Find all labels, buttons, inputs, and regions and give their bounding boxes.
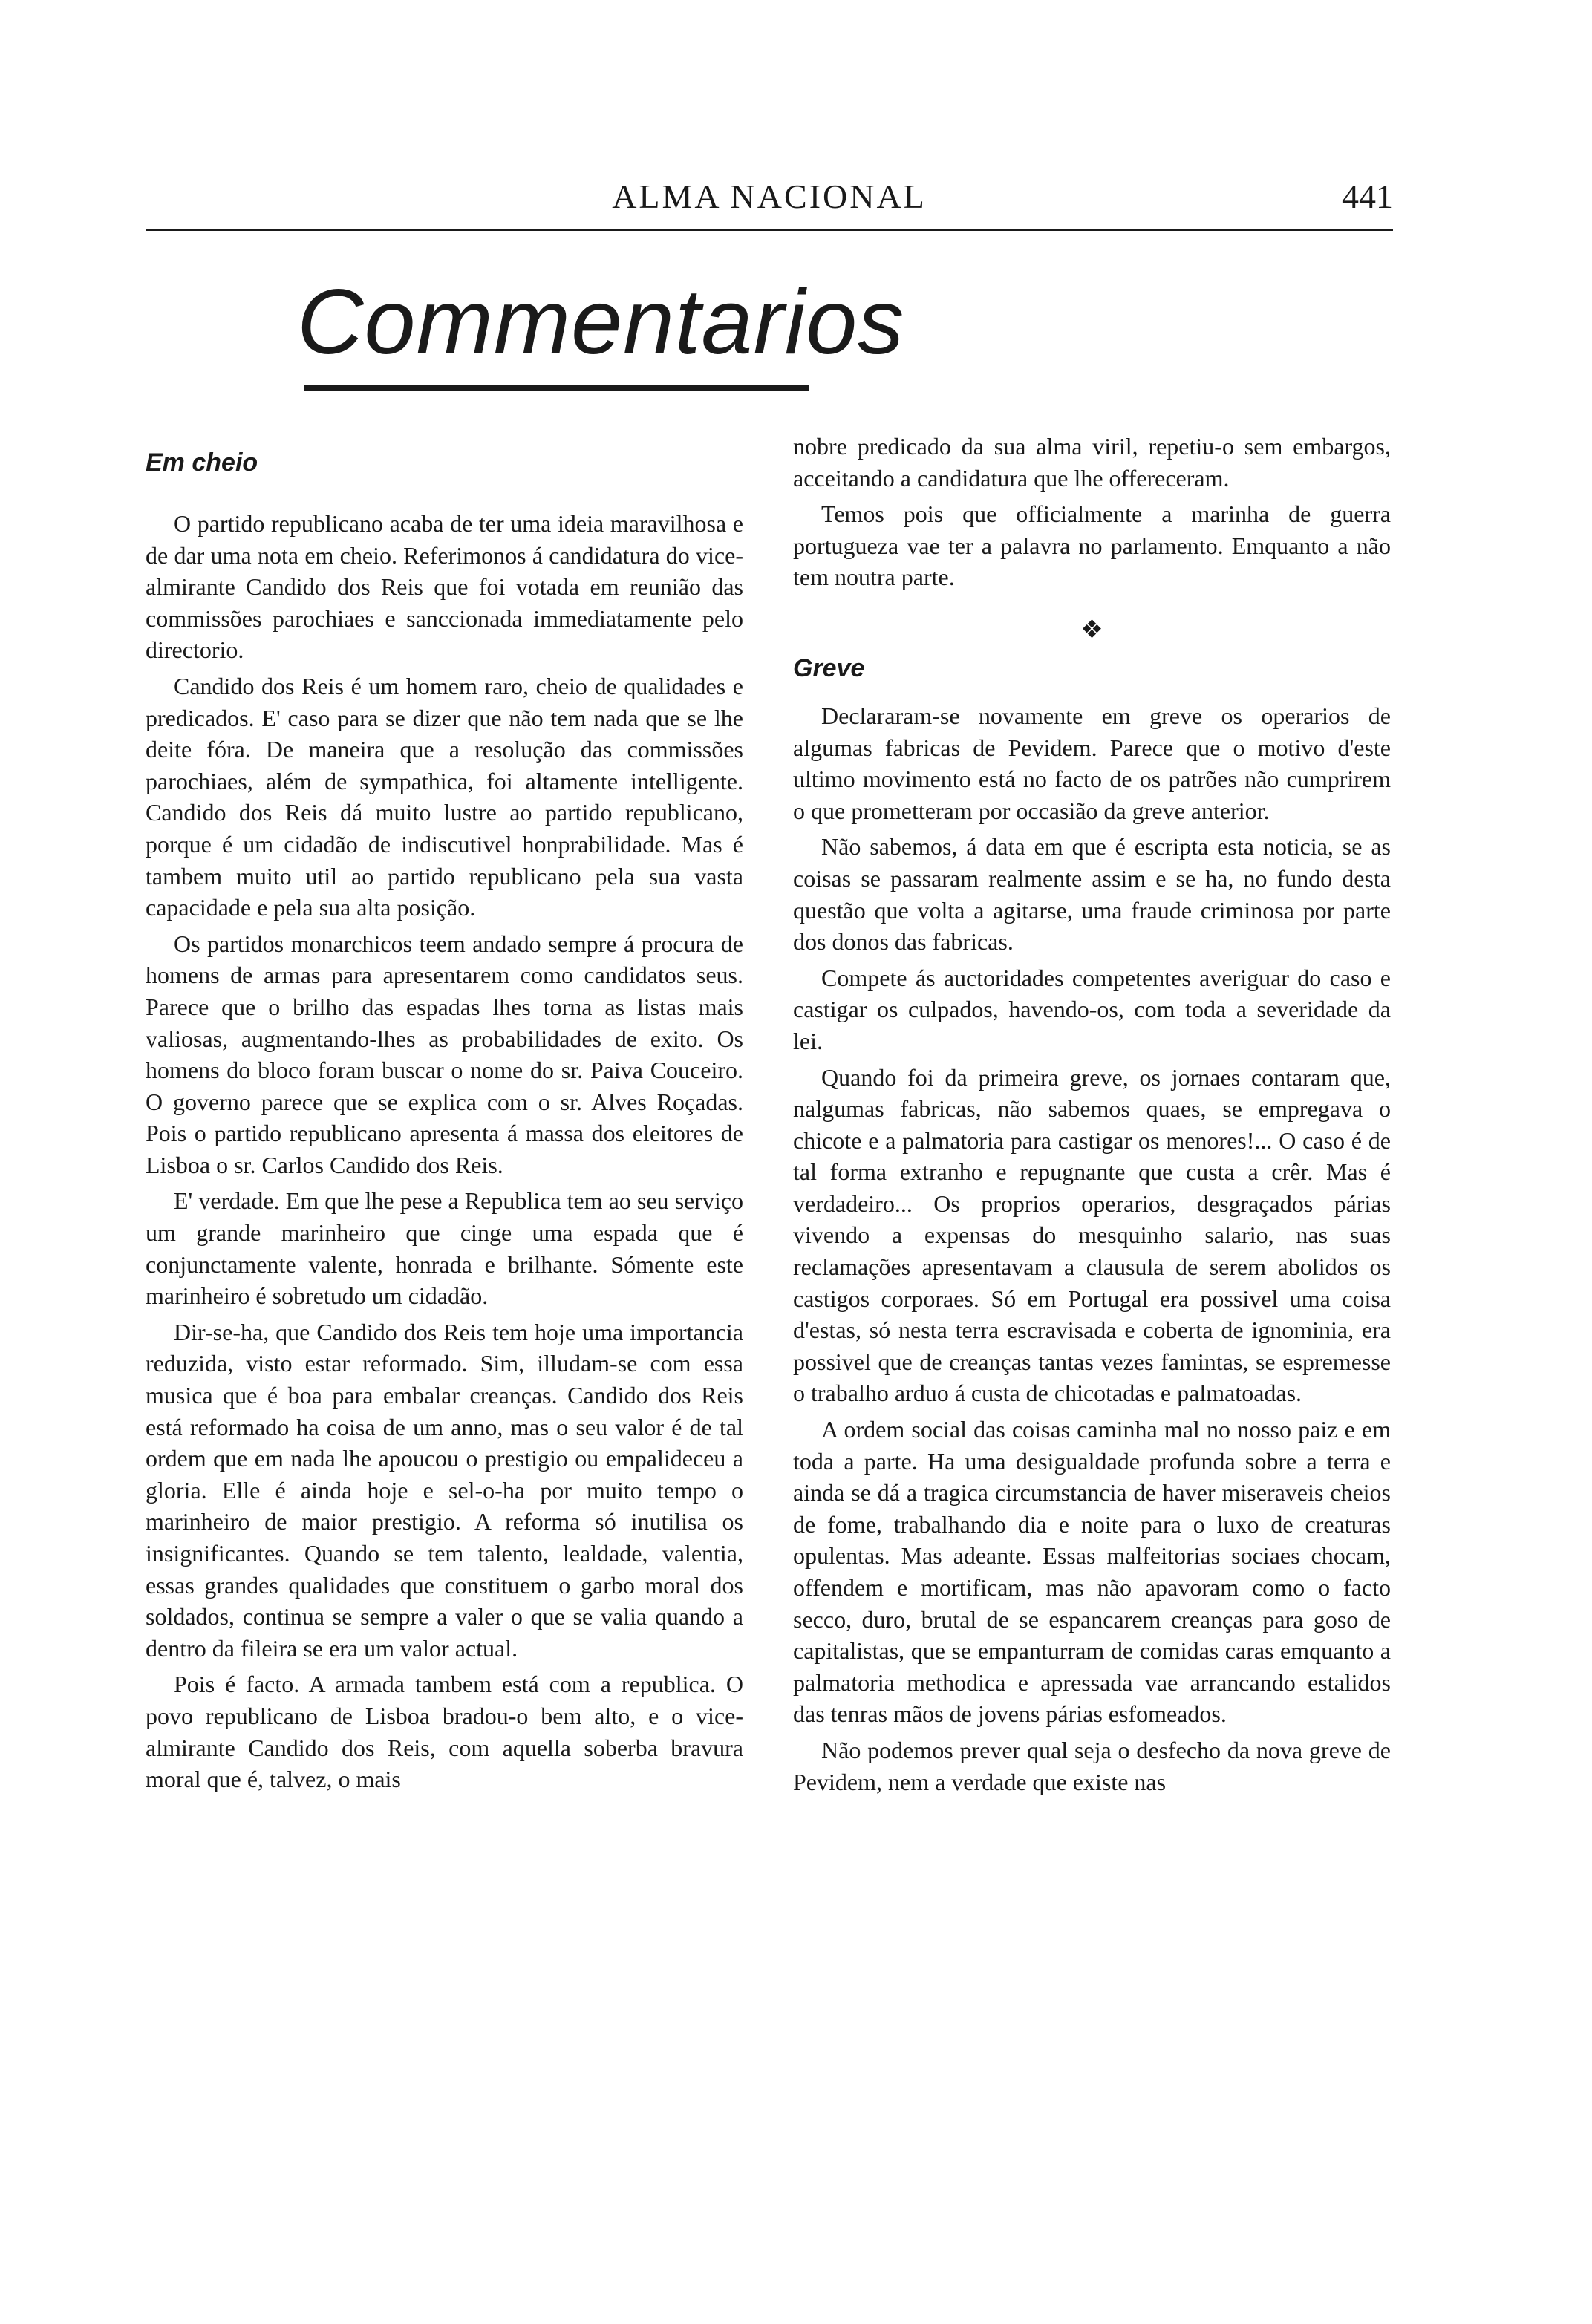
header-rule	[146, 229, 1393, 231]
paragraph: Declararam-se novamente em greve os operarios de algumas fabricas de Pevidem. Parece que o motivo d'este ultimo movimento está no facto de os patrões não cumprirem o que prometteram por occasião da greve anterior.	[793, 702, 1391, 824]
paragraph: E' verdade. Em que lhe pese a Republica tem ao seu serviço um grande marinheiro que cinge uma espada que é conjunctamente valente, honrada e brilhante. Sómente este marinheiro é sobretudo um cidadão.	[146, 1187, 743, 1310]
paragraph: Compete ás auctoridades competentes averiguar do caso e castigar os culpados, havendo-os, com toda a severidade da lei.	[793, 964, 1391, 1054]
paragraph: A ordem social das coisas caminha mal no nosso paiz e em toda a parte. Ha uma desigualdade profunda sobre a terra e ainda se dá a tragica circumstancia de haver miseraveis cheios de fome, trabalhando dia e noite para o luxo de creaturas opulentas. Mas adeante. Essas malfeitorias sociaes chocam, offendem e mortificam, mas não apavoram como o facto secco, duro, brutal de se espancarem creanças para goso de capitalistas, que se empanturram de comidas caras emquanto a palmatoria methodica e apressada vae arrancando estalidos das tenras mãos de jovens párias esfomeados.	[793, 1416, 1391, 1728]
paragraph: O partido republicano acaba de ter uma ideia maravilhosa e de dar uma nota em cheio. Referimonos á candidatura do vice-almirante Candido dos Reis que foi votada em reunião das commissões parochiaes e sanccionada immediatamente pelo directorio.	[146, 510, 743, 664]
paragraph: Dir-se-ha, que Candido dos Reis tem hoje uma importancia reduzida, visto estar reformado. Sim, illudam-se com essa musica que é boa para embalar creanças. Candido dos Reis está reformado ha coisa de um anno, mas o seu valor é de tal ordem que em nada lhe apoucou o prestigio ou empalideceu a gloria. Elle é ainda hoje e sel-o-ha por muito tempo o marinheiro de maior prestigio. A reforma só inutilisa os insignificantes. Quando se tem talento, lealdade, valentia, essas grandes qualidades que constituem o garbo moral dos soldados, continua se sempre a valer o que se valia quando a dentro da fileira se era um valor actual.	[146, 1318, 743, 1662]
paragraph-continuation: nobre predicado da sua alma viril, repetiu-o sem embargos, acceitando a candidatura que lhe offereceram.	[793, 433, 1391, 492]
article-heading-greve: Greve	[793, 653, 865, 682]
title-underline	[304, 385, 809, 391]
section-title: Commentarios	[297, 271, 905, 373]
running-head	[146, 177, 1393, 224]
right-column	[793, 431, 1391, 1802]
paragraph: Não podemos prever qual seja o desfecho da nova greve de Pevidem, nem a verdade que existe nas	[793, 1736, 1391, 1795]
page-number: 441	[1342, 177, 1393, 215]
section-divider-ornament-icon: ❖	[1080, 614, 1103, 644]
article-heading-em-cheio: Em cheio	[146, 448, 258, 477]
paragraph: Candido dos Reis é um homem raro, cheio de qualidades e predicados. E' caso para se dizer que não tem nada que se lhe deite fóra. De maneira que a resolução das commissões parochiaes, além de sympathica, foi altamente intelligente. Candido dos Reis dá muito lustre ao partido republicano, porque é um cidadão de indiscutivel honprabilidade. Mas é tambem muito util ao partido republicano pela sua vasta capacidade e pela sua alta posição.	[146, 672, 743, 921]
paragraph: Não sabemos, á data em que é escripta esta noticia, se as coisas se passaram realmente assim e se ha, no fundo desta questão que volta a agitarse, uma fraude criminosa por parte dos donos das fabricas.	[793, 833, 1391, 956]
journal-name: ALMA NACIONAL	[612, 177, 927, 215]
paragraph: Temos pois que officialmente a marinha de guerra portugueza vae ter a palavra no parlamento. Emquanto a não tem noutra parte.	[793, 500, 1391, 591]
paragraph: Pois é facto. A armada tambem está com a republica. O povo republicano de Lisboa bradou-o bem alto, e o vice-almirante Candido dos Reis, com aquella soberba bravura moral que é, talvez, o mais	[146, 1671, 743, 1793]
paragraph: Quando foi da primeira greve, os jornaes contaram que, nalgumas fabricas, não sabemos quaes, se empregava o chicote e a palmatoria para castigar os menores!... O caso é de tal forma extranho e repugnante que custa a crêr. Mas é verdadeiro... Os proprios operarios, desgraçados párias vivendo a expensas do mesquinho salario, nas suas reclamações apresentavam a clausula de serem abolidos os castigos corporaes. Só em Portugal era possivel uma coisa d'estas, só nesta terra escravisada e coberta de ignominia, era possivel que de creanças tantas vezes famintas, se espremesse o trabalho arduo á custa de chicotadas e palmatoadas.	[793, 1063, 1391, 1407]
left-column	[146, 431, 743, 1800]
paragraph: Os partidos monarchicos teem andado sempre á procura de homens de armas para apresentarem como candidatos seus. Parece que o brilho das espadas lhes torna as listas mais valiosas, augmentando-lhes as probabilidades de exito. Os homens do bloco foram buscar o nome do sr. Paiva Couceiro. O governo parece que se explica com o sr. Alves Roçadas. Pois o partido republicano apresenta á massa dos eleitores de Lisboa o sr. Carlos Candido dos Reis.	[146, 930, 743, 1178]
